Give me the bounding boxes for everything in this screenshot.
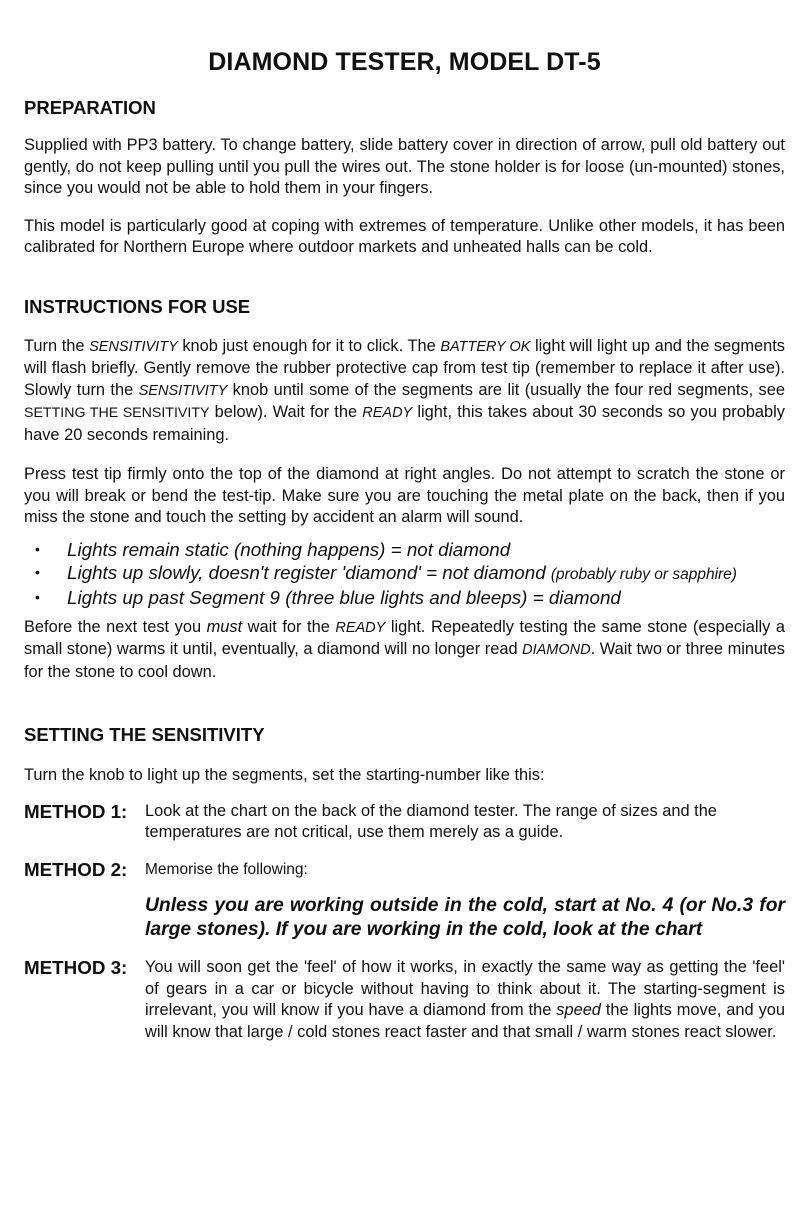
bullet-icon: •: [35, 588, 40, 605]
method-2-body: [145, 859, 785, 943]
sensitivity-term: SENSITIVITY: [138, 382, 228, 399]
method-2: [24, 859, 785, 943]
instructions-heading: INSTRUCTIONS FOR USE: [24, 295, 251, 317]
result-text: Lights remain static (nothing happens) = not diamond: [67, 538, 511, 560]
setting-intro: Turn the knob to light up the segments, set the starting-number like this:: [24, 766, 545, 784]
text-span: the lights move, and you will know that large / cold stones react faster and that small / warm stones react slower.: [145, 1001, 785, 1041]
speed-term: speed: [556, 1001, 601, 1019]
instructions-paragraph-3: [24, 617, 785, 684]
preparation-paragraph-1: Supplied with PP3 battery. To change battery, slide battery cover in direction of arrow, pull old battery out gently, do not keep pulling until you pull the wires out. The stone holder is for loose (un-mounted) stones, since you would not be able to hold them in your fingers.: [24, 136, 785, 197]
section-reference: SETTING THE SENSITIVITY: [24, 405, 210, 421]
method-1-label: METHOD 1:: [24, 800, 128, 822]
method-3: [24, 957, 785, 1043]
result-text: Lights up slowly, doesn't register 'diamond' = not diamond: [67, 561, 551, 583]
text-span: knob just enough for it to click. The: [177, 336, 441, 355]
method-3-label: METHOD 3:: [24, 957, 128, 978]
bullet-icon: •: [35, 563, 40, 580]
text-span: light will light up and the segments will flash briefly. Gently remove the rubber protective cap from test tip (remember to replace it after use). Slowly turn the: [24, 336, 785, 399]
list-item: [24, 561, 785, 586]
method-1: [24, 801, 785, 844]
preparation-paragraph-2: This model is particularly good at coping with extremes of temperature. Unlike other models, it has been calibrated for Northern Europe where outdoor markets and unheated halls can be cold.: [24, 216, 785, 256]
bullet-icon: •: [35, 540, 40, 557]
results-list: [24, 538, 785, 609]
ready-term: READY: [362, 405, 413, 421]
text-span: You will soon get the 'feel' of how it works, in exactly the same way as getting the 'feel' of gears in a car or bicycle without having to think about it. The starting-segment is irrelevant, you will know if you have a diamond from the: [145, 958, 785, 1019]
text-span: knob until some of the segments are lit (usually the four red segments, see: [227, 380, 785, 399]
method-3-body: [145, 957, 785, 1043]
instructions-paragraph-1: [24, 336, 785, 447]
method-2-rule: Unless you are working outside in the cold, start at No. 4 (or No.3 for large stones). If you are working in the cold, look at the chart: [145, 895, 785, 940]
preparation-heading: PREPARATION: [24, 97, 156, 118]
method-1-text: Look at the chart on the back of the diamond tester. The range of sizes and the temperatures are not critical, use them merely as a guide.: [145, 801, 717, 841]
result-note: (probably ruby or sapphire): [550, 565, 737, 583]
text-span: . Wait two or three minutes for the stone to cool down.: [24, 640, 785, 681]
text-span: light. Repeatedly testing the same stone (especially a small stone) warms it until, eventually, a diamond will no longer read: [24, 617, 785, 658]
must-term: must: [206, 617, 243, 636]
method-2-text: Memorise the following:: [145, 860, 308, 878]
result-text: Lights up past Segment 9 (three blue lights and bleeps) = diamond: [67, 586, 621, 608]
list-item: [24, 586, 785, 609]
battery-ok-term: BATTERY OK: [440, 338, 531, 355]
list-item: [24, 538, 785, 561]
sensitivity-term: SENSITIVITY: [89, 338, 178, 355]
setting-heading: SETTING THE SENSITIVITY: [24, 724, 265, 745]
method-3-text: [145, 957, 785, 1043]
document-page: [24, 44, 785, 1043]
diamond-term: DIAMOND: [522, 642, 591, 658]
ready-term: READY: [335, 619, 386, 636]
document-title: DIAMOND TESTER, MODEL DT-5: [208, 48, 601, 76]
method-2-label: METHOD 2:: [24, 858, 128, 880]
text-span: Before the next test you: [24, 617, 207, 636]
instructions-paragraph-2: Press test tip firmly onto the top of the diamond at right angles. Do not attempt to scratch the stone or you will break or bend the test-tip. Make sure you are touching the metal plate on the back, then if you miss the stone and touch the setting by accident an alarm will sound.: [24, 465, 785, 526]
text-span: below). Wait for the: [209, 403, 363, 421]
text-span: wait for the: [242, 617, 336, 636]
text-span: light, this takes about 30 seconds so you probably have 20 seconds remaining.: [24, 403, 785, 444]
method-1-body: [145, 801, 785, 844]
text-span: Turn the: [24, 336, 90, 355]
